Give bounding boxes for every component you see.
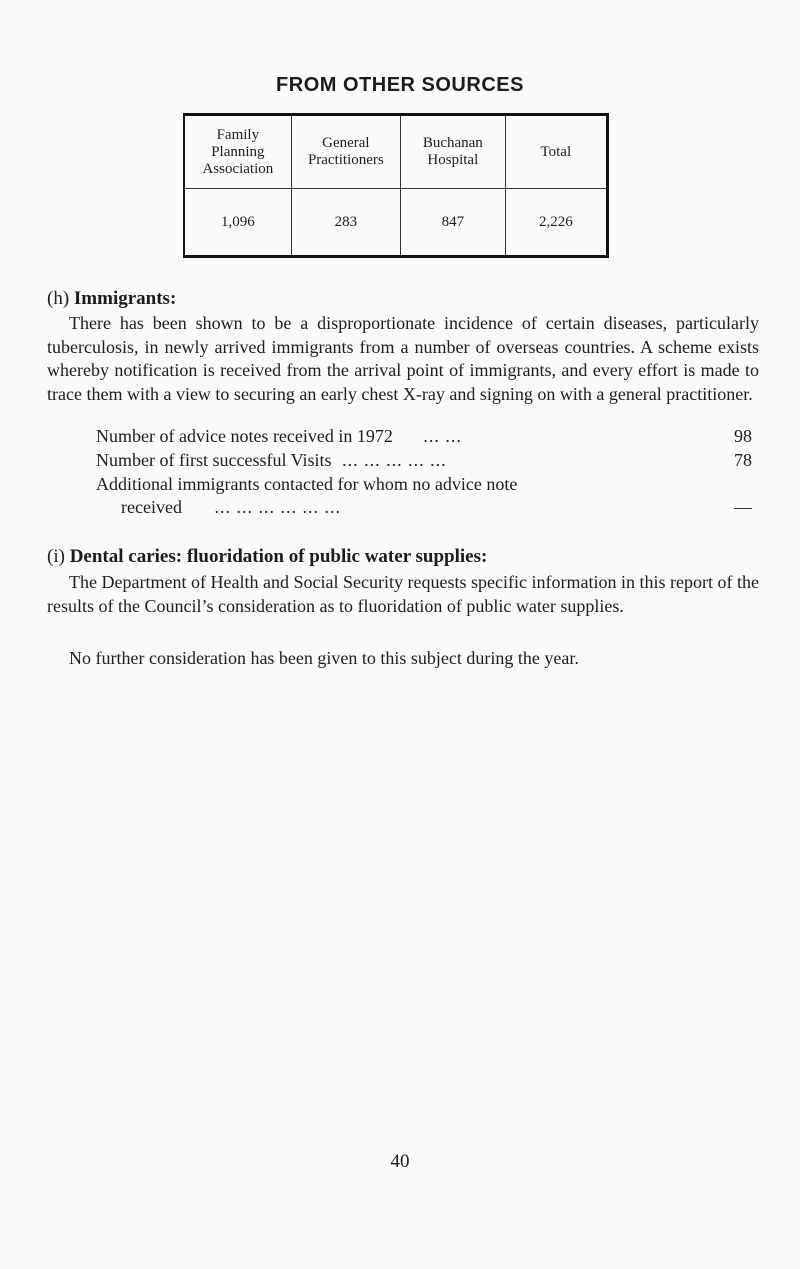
stat-value: — [734,497,752,517]
section-i-label: (i) [47,546,65,567]
stat-label: Number of first successful Visits [96,450,332,470]
stat-label: Number of advice notes received in 1972 [96,426,393,446]
leader-dots: ... ... ... ... ... ... [214,497,341,517]
stat-value: 78 [734,450,752,470]
stat-row-received [121,496,752,519]
stat-label: received [121,497,182,517]
stat-value: 98 [734,426,752,446]
table-cell: 2,226 [505,189,607,257]
stat-row-additional-immigrants [96,473,752,496]
column-header-family-planning: Family Planning Association [184,115,291,189]
column-header-total: Total [505,115,607,189]
page-title: FROM OTHER SOURCES [276,74,524,96]
section-i-heading [47,545,487,569]
table-cell: 847 [401,189,506,257]
leader-dots: ... ... ... ... ... [342,450,447,470]
section-i-paragraph-2-block [47,647,759,671]
section-h-paragraph: There has been shown to be a disproportionate incidence of certain diseases, particularly tuberculosis, in newly arrived immigrants from a number of overseas countries. A scheme exists whereby notification is received from the arrival point of immigrants, and every effort is made to trace them with a view to securing an early chest X-ray and signing on with a general practitioner. [47,313,759,404]
section-i-paragraph-2: No further consideration has been given to this subject during the year. [69,648,579,668]
column-header-buchanan-hospital: Buchanan Hospital [401,115,506,189]
section-h-title: Immigrants: [73,288,177,309]
leader-dots: ... ... [423,426,462,446]
stat-row-advice-notes [96,425,752,448]
stat-row-first-visits [96,449,752,472]
section-i-title: Dental caries: fluoridation of public water supplies: [69,546,488,567]
column-header-general-practitioners: General Practitioners [291,115,400,189]
section-h-label: (h) [47,288,70,309]
sources-table [183,113,609,258]
section-i-paragraph-1: The Department of Health and Social Security requests specific information in this report of the results of the Council’s consideration as to fluoridation of public water supplies. [47,572,759,616]
section-h-heading [47,287,176,311]
table-row [184,189,608,257]
table-header-row [184,115,608,189]
section-h-paragraph-block [47,312,759,406]
page-number: 40 [390,1151,410,1172]
section-i-paragraph-1-block [47,571,759,618]
table-cell: 1,096 [184,189,291,257]
table-cell: 283 [291,189,400,257]
stat-label: Additional immigrants contacted for whom no advice note [96,474,518,494]
